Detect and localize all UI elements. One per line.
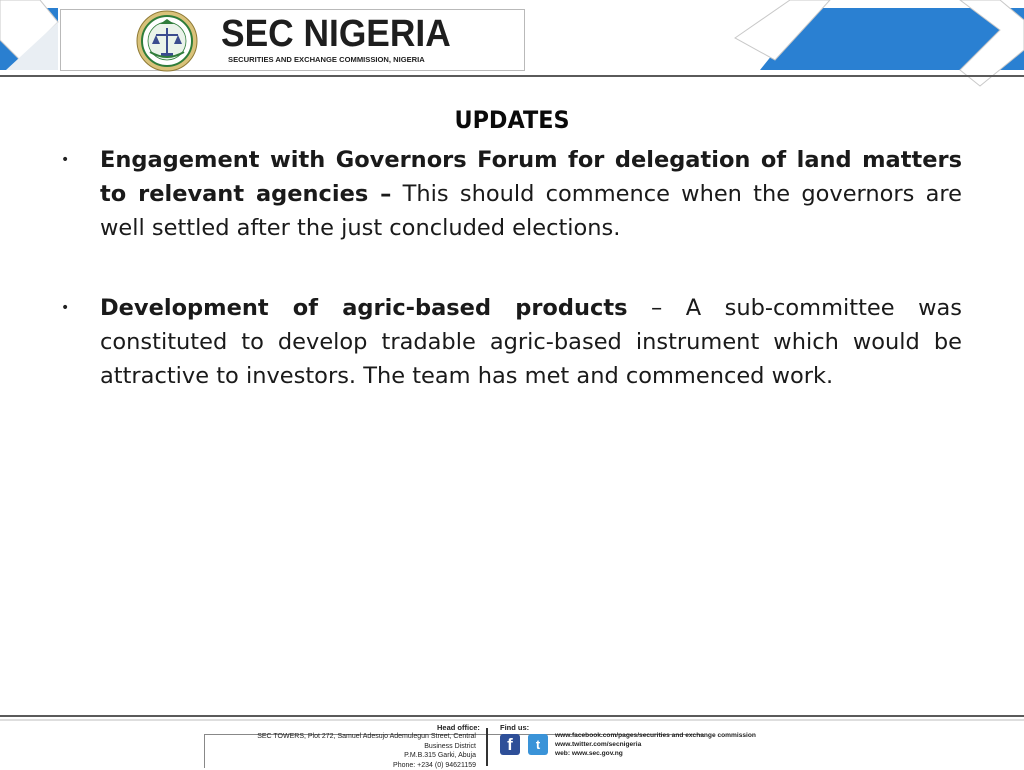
facebook-icon[interactable]: f <box>500 734 520 755</box>
address-line: Phone: +234 (0) 94621159 <box>257 761 476 770</box>
address-line: SEC TOWERS, Plot 272, Samuel Adesujo Ademulegun Street, Central <box>257 732 476 742</box>
bullet-body: This should commence when the governors are well settled after the just concluded elections. <box>100 181 962 241</box>
twitter-icon[interactable]: t <box>528 734 548 755</box>
bullet-marker: • <box>61 143 69 177</box>
bullet-lead: Development of agric-based products <box>100 295 628 321</box>
sec-seal-logo <box>136 10 198 72</box>
page-title: UPDATES <box>36 106 988 134</box>
bullet-lead: Engagement with Governors Forum for delegation of land matters to relevant agencies – <box>100 147 962 207</box>
find-us-label: Find us: <box>500 723 529 732</box>
brand-subtitle: SECURITIES AND EXCHANGE COMMISSION, NIGERIA <box>228 55 425 64</box>
brand-title: SEC NIGERIA <box>221 13 451 56</box>
twitter-link[interactable]: www.twitter.com/secnigeria <box>555 740 756 749</box>
bullet-body: – A sub-committee was constituted to develop tradable agric-based instrument which would be attractive to investors. The team has met and commenced work. <box>100 295 962 389</box>
bullet-item-governors-forum <box>100 143 962 245</box>
address-line: P.M.B.315 Garki, Abuja <box>257 751 476 761</box>
facebook-link[interactable]: www.facebook.com/pages/securities and exchange commission <box>555 731 756 740</box>
website-link[interactable]: web: www.sec.gov.ng <box>555 749 756 758</box>
head-office-address <box>257 732 476 770</box>
address-line: Business District <box>257 742 476 752</box>
footer-links <box>555 731 756 758</box>
footer-divider <box>486 728 488 766</box>
bullet-item-agric-products <box>100 291 962 393</box>
head-office-label: Head office: <box>437 723 480 732</box>
bullet-marker: • <box>61 291 69 325</box>
